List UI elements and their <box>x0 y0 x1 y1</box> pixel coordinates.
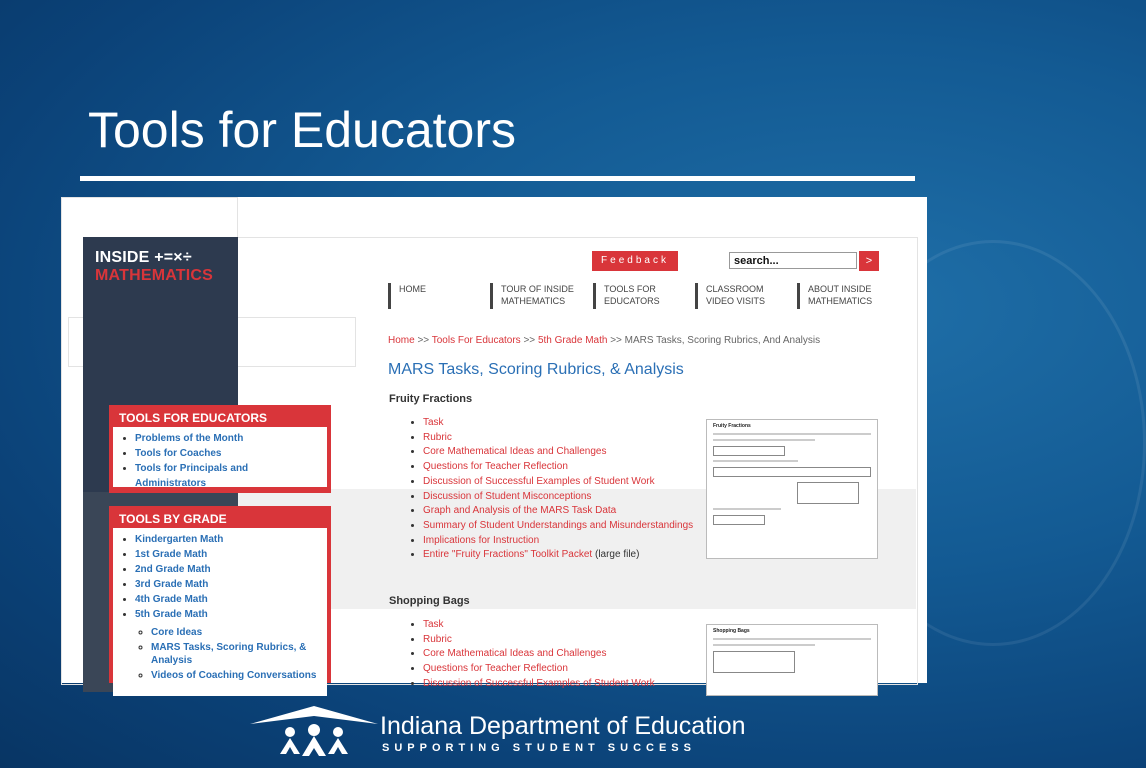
file-size-note: (large file) <box>594 549 640 561</box>
tools-by-grade-heading: TOOLS BY GRADE <box>119 512 227 526</box>
logo-line-1: INSIDE +=×÷ <box>95 249 192 266</box>
feedback-button[interactable]: Feedback <box>592 251 678 271</box>
cap-shape <box>250 706 378 724</box>
sidebar-sublink-mars-tasks[interactable]: ◦ MARS Tasks, Scoring Rubrics, & Analysis <box>151 641 321 667</box>
search-input[interactable] <box>729 252 857 269</box>
thumbnail-table <box>713 467 871 477</box>
sidebar-link-4th-grade-math[interactable]: • 4th Grade Math <box>135 592 321 607</box>
breadcrumb-separator: >> <box>607 335 625 346</box>
thumbnail-text <box>713 508 781 510</box>
link-teacher-reflection[interactable]: • Questions for Teacher Reflection <box>423 662 655 677</box>
section-title-shopping-bags: Shopping Bags <box>389 595 470 607</box>
thumbnail-table <box>713 651 795 673</box>
sidebar-link-5th-grade-math[interactable]: • 5th Grade Math <box>135 607 321 622</box>
link-rubric[interactable]: • Rubric <box>423 633 655 648</box>
nav-tools-for-educators[interactable]: TOOLS FOR EDUCATORS <box>593 283 684 309</box>
thumbnail-text <box>713 644 815 646</box>
search-submit-button[interactable]: > <box>859 251 879 271</box>
link-summary[interactable]: • Summary of Student Understandings and Misunderstandings <box>423 519 693 534</box>
section-title-fruity-fractions: Fruity Fractions <box>389 393 473 405</box>
fruity-fractions-thumbnail[interactable] <box>706 419 878 559</box>
link-core-ideas[interactable]: • Core Mathematical Ideas and Challenges <box>423 445 693 460</box>
sidebar-link-3rd-grade-math[interactable]: • 3rd Grade Math <box>135 577 321 592</box>
doe-logo-icon <box>250 702 378 760</box>
thumbnail-text <box>713 638 871 640</box>
breadcrumb-grade[interactable]: 5th Grade Math <box>537 335 608 346</box>
logo-line-2: MATHEMATICS <box>95 267 214 284</box>
breadcrumb-separator: >> <box>520 335 538 346</box>
footer-tagline: SUPPORTING STUDENT SUCCESS <box>382 742 696 754</box>
link-successful-examples[interactable]: • Discussion of Successful Examples of Student Work <box>423 475 693 490</box>
link-task[interactable]: • Task <box>423 416 693 431</box>
link-misconceptions[interactable]: • Discussion of Student Misconceptions <box>423 490 693 505</box>
thumbnail-table <box>713 446 785 456</box>
sidebar-link-problems-of-the-month[interactable]: • Problems of the Month <box>135 431 321 446</box>
inside-mathematics-logo[interactable] <box>95 249 213 285</box>
thumbnail-text <box>713 439 815 441</box>
thumbnail-title: Fruity Fractions <box>713 423 751 429</box>
slide-title: Tools for Educators <box>88 102 516 158</box>
thumbnail-text <box>713 460 798 462</box>
title-underline <box>80 176 915 181</box>
sidebar-link-kindergarten-math[interactable]: • Kindergarten Math <box>135 532 321 547</box>
sidebar-link-tools-for-principals[interactable]: • Tools for Principals and Administrators <box>135 461 321 491</box>
nav-about[interactable]: ABOUT INSIDE MATHEMATICS <box>797 283 888 309</box>
tools-by-grade-box <box>109 506 331 683</box>
website-screenshot <box>61 197 927 689</box>
link-rubric[interactable]: • Rubric <box>423 431 693 446</box>
link-successful-examples[interactable]: • Discussion of Successful Examples of Student Work <box>423 677 655 692</box>
nav-classroom-video-visits[interactable]: CLASSROOM VIDEO VISITS <box>695 283 786 309</box>
fruity-fractions-links <box>387 416 693 563</box>
sidebar-link-tools-for-coaches[interactable]: • Tools for Coaches <box>135 446 321 461</box>
breadcrumb-tools[interactable]: Tools For Educators <box>431 335 521 346</box>
list-item <box>423 548 693 563</box>
link-core-ideas[interactable]: • Core Mathematical Ideas and Challenges <box>423 647 655 662</box>
sidebar-sublink-coaching-videos[interactable]: ◦ Videos of Coaching Conversations <box>151 669 321 682</box>
link-implications[interactable]: • Implications for Instruction <box>423 534 693 549</box>
shopping-bags-thumbnail[interactable] <box>706 624 878 696</box>
breadcrumb-current: MARS Tasks, Scoring Rubrics, And Analysis <box>624 335 821 346</box>
sidebar-sublink-core-ideas[interactable]: ◦ Core Ideas <box>151 626 321 639</box>
sidebar-link-1st-grade-math[interactable]: • 1st Grade Math <box>135 547 321 562</box>
footer-org-name: Indiana Department of Education <box>380 712 746 740</box>
link-toolkit-packet[interactable]: Entire "Fruity Fractions" Toolkit Packet <box>423 549 593 561</box>
breadcrumb-home[interactable]: Home <box>388 335 415 346</box>
tools-for-educators-box <box>109 405 331 493</box>
page-title: MARS Tasks, Scoring Rubrics, & Analysis <box>388 361 684 378</box>
student-figures <box>280 724 348 756</box>
link-graph-analysis[interactable]: • Graph and Analysis of the MARS Task Data <box>423 504 693 519</box>
link-task[interactable]: • Task <box>423 618 655 633</box>
thumbnail-text <box>713 433 871 435</box>
nav-tour[interactable]: TOUR OF INSIDE MATHEMATICS <box>490 283 581 309</box>
thumbnail-table <box>797 482 859 504</box>
shopping-bags-links <box>387 618 655 692</box>
breadcrumb-separator: >> <box>414 335 432 346</box>
breadcrumb <box>388 335 820 346</box>
tools-for-educators-heading: TOOLS FOR EDUCATORS <box>119 411 268 425</box>
link-teacher-reflection[interactable]: • Questions for Teacher Reflection <box>423 460 693 475</box>
sidebar-link-2nd-grade-math[interactable]: • 2nd Grade Math <box>135 562 321 577</box>
thumbnail-title: Shopping Bags <box>713 628 750 634</box>
nav-home[interactable]: HOME <box>388 283 479 309</box>
thumbnail-table <box>713 515 765 525</box>
